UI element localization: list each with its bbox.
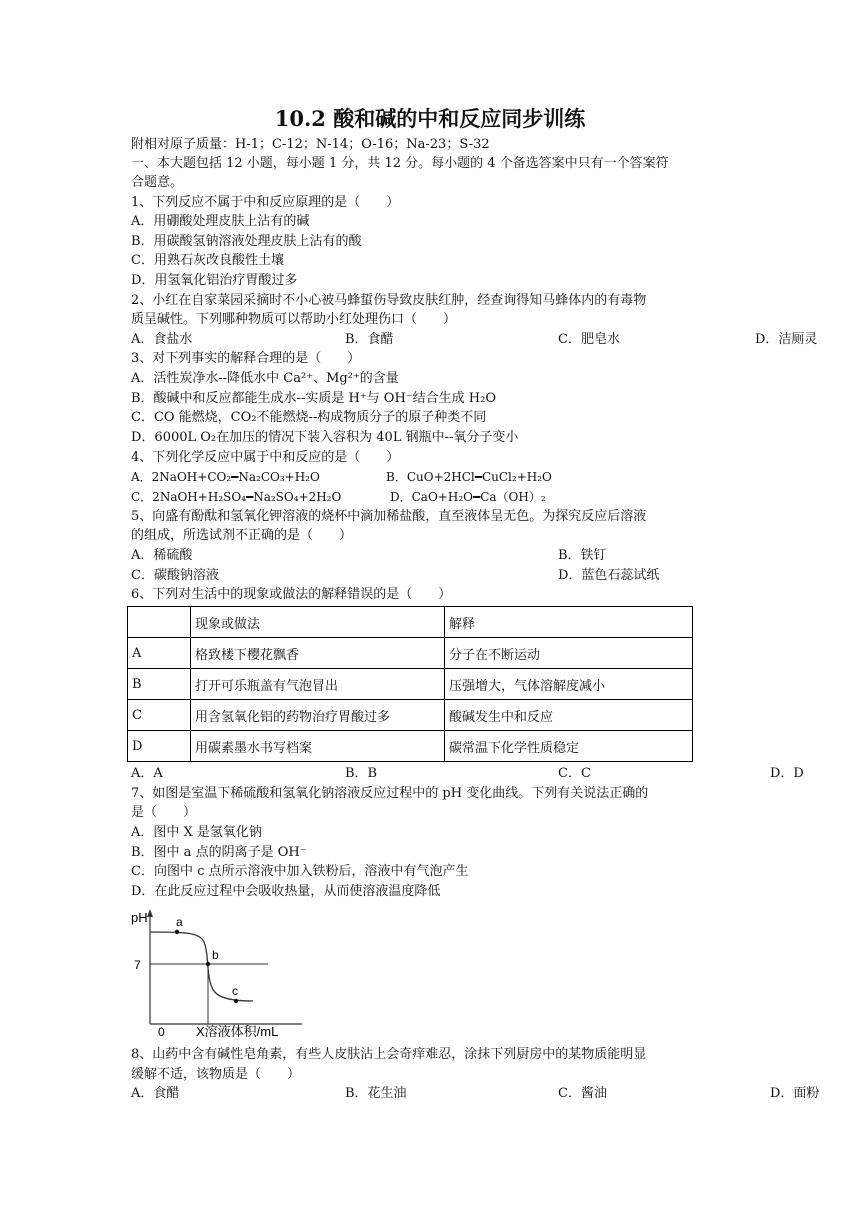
point-c-label: c [232, 984, 238, 998]
question-7-stem: 是（ ） [131, 805, 197, 820]
y-axis-arrow [147, 909, 153, 917]
y-tick-7: 7 [134, 958, 141, 972]
question-6-option-a: A．A [131, 766, 163, 781]
table-header-cell: 现象或做法 [191, 607, 445, 638]
point-a-marker [175, 930, 179, 934]
question-8-option-a: A．食醋 [131, 1086, 180, 1101]
table-cell: 用碳素墨水书写档案 [191, 731, 445, 762]
question-8-stem: 缓解不适，该物质是（ ） [131, 1067, 301, 1082]
question-1-option-b: B．用碳酸氢钠溶液处理皮肤上沾有的酸 [131, 234, 362, 249]
question-7-option-c: C．向图中 c 点所示溶液中加入铁粉后，溶液中有气泡产生 [131, 864, 469, 879]
question-3-option-b: B．酸碱中和反应都能生成水--实质是 H⁺与 OH⁻结合生成 H₂O [131, 391, 496, 406]
point-b-label: b [212, 948, 219, 962]
question-2-stem: 2、小红在自家菜园采摘时不小心被马蜂蜇伤导致皮肤红肿，经查询得知马蜂体内的有毒物 [131, 293, 647, 308]
question-4-stem: 4、下列化学反应中属于中和反应的是（ ） [131, 450, 400, 465]
question-8-option-c: C．酱油 [558, 1086, 607, 1101]
question-6-stem: 6、下列对生活中的现象或做法的解释错误的是（ ） [131, 587, 452, 602]
table-cell: 碳常温下化学性质稳定 [445, 731, 693, 762]
table-row [128, 638, 693, 669]
question-1-option-d: D．用氢氧化铝治疗胃酸过多 [131, 273, 298, 288]
table-row [128, 700, 693, 731]
table-cell: D [128, 731, 191, 762]
question-1-stem: 1、下列反应不属于中和反应原理的是（ ） [131, 195, 400, 210]
question-3-option-c: C．CO 能燃烧，CO₂不能燃烧--构成物质分子的原子种类不同 [131, 410, 487, 425]
point-b-marker [206, 962, 210, 966]
question-5-option-b: B．铁钉 [558, 548, 607, 563]
table-cell: 打开可乐瓶盖有气泡冒出 [191, 669, 445, 700]
question-8-option-b: B．花生油 [345, 1086, 407, 1101]
page-title: 10.2 酸和碱的中和反应同步训练 [274, 106, 586, 131]
question-2-option-a: A．食盐水 [131, 332, 193, 347]
question-4-option-c: C．2NaOH+H₂SO₄━Na₂SO₄+2H₂O [131, 490, 342, 504]
table-cell: A [128, 638, 191, 669]
question-6-table [127, 606, 693, 762]
table-cell: C [128, 700, 191, 731]
question-2-option-b: B．食醋 [345, 332, 394, 347]
y-axis-label: pH [131, 910, 148, 925]
table-header-cell [128, 607, 191, 638]
question-3-option-d: D．6000L O₂在加压的情况下装入容积为 40L 钢瓶中--氧分子变小 [131, 430, 519, 445]
question-4-option-a: A．2NaOH+CO₂━Na₂CO₃+H₂O [131, 470, 320, 484]
point-a-label: a [176, 915, 183, 929]
question-5-option-c: C．碳酸钠溶液 [131, 568, 219, 583]
point-c-marker [234, 999, 238, 1003]
question-4-option-b: B．CuO+2HCl━CuCl₂+H₂O [386, 470, 552, 484]
question-8-option-d: D．面粉 [770, 1086, 820, 1101]
atomic-mass-note: 附相对原子质量：H-1；C-12；N-14；O-16；Na-23；S-32 [131, 137, 490, 152]
question-5-stem: 5、向盛有酚酞和氢氧化钾溶液的烧杯中滴加稀盐酸，直至液体呈无色。为探究反应后溶液 [131, 509, 647, 524]
table-cell: B [128, 669, 191, 700]
question-3-stem: 3、对下列事实的解释合理的是（ ） [131, 351, 361, 366]
question-3-option-a: A．活性炭净水--降低水中 Ca²⁺、Mg²⁺的含量 [131, 371, 399, 386]
question-7-option-a: A．图中 X 是氢氧化钠 [131, 825, 262, 840]
question-6-option-b: B．B [345, 766, 378, 781]
question-2-option-d: D．洁厕灵 [755, 332, 818, 347]
ph-curve-graph [128, 906, 308, 1040]
table-header-cell: 解释 [445, 607, 693, 638]
x-axis-label: X溶液体积/mL [196, 1024, 279, 1039]
question-2-stem: 质呈碱性。下列哪种物质可以帮助小红处理伤口（ ） [131, 312, 457, 327]
question-4-option-d: D．CaO+H₂O━Ca（OH）₂ [390, 490, 546, 504]
question-7-stem: 7、如图是室温下稀硫酸和氢氧化钠溶液反应过程中的 pH 变化曲线。下列有关说法正确的 [131, 786, 649, 801]
table-cell: 酸碱发生中和反应 [445, 700, 693, 731]
question-7-option-d: D．在此反应过程中会吸收热量，从而使溶液温度降低 [131, 884, 441, 899]
question-5-option-d: D．蓝色石蕊试纸 [558, 568, 660, 583]
question-5-stem: 的组成，所选试剂不正确的是（ ） [131, 528, 353, 543]
question-7-option-b: B．图中 a 点的阴离子是 OH⁻ [131, 845, 307, 860]
question-5-option-a: A．稀硫酸 [131, 548, 193, 563]
question-8-stem: 8、山药中含有碱性皂角素，有些人皮肤沾上会奇痒难忍，涂抹下列厨房中的某物质能明显 [131, 1047, 647, 1062]
table-cell: 压强增大，气体溶解度减小 [445, 669, 693, 700]
section-intro-line: 合题意。 [131, 175, 184, 190]
table-row [128, 669, 693, 700]
question-6-option-d: D．D [770, 766, 804, 781]
table-cell: 格致楼下樱花飘香 [191, 638, 445, 669]
table-cell: 分子在不断运动 [445, 638, 693, 669]
section-intro-line: 一、本大题包括 12 小题，每小题 1 分，共 12 分。每小题的 4 个备选答案中只有一个答案符 [131, 156, 669, 171]
question-1-option-a: A．用硼酸处理皮肤上沾有的碱 [131, 214, 310, 229]
question-6-option-c: C．C [558, 766, 591, 781]
question-2-option-c: C．肥皂水 [558, 332, 620, 347]
table-row [128, 731, 693, 762]
table-header-row [128, 607, 693, 638]
origin-label: 0 [158, 1025, 165, 1039]
question-1-option-c: C．用熟石灰改良酸性土壤 [131, 253, 284, 268]
table-cell: 用含氢氧化铝的药物治疗胃酸过多 [191, 700, 445, 731]
